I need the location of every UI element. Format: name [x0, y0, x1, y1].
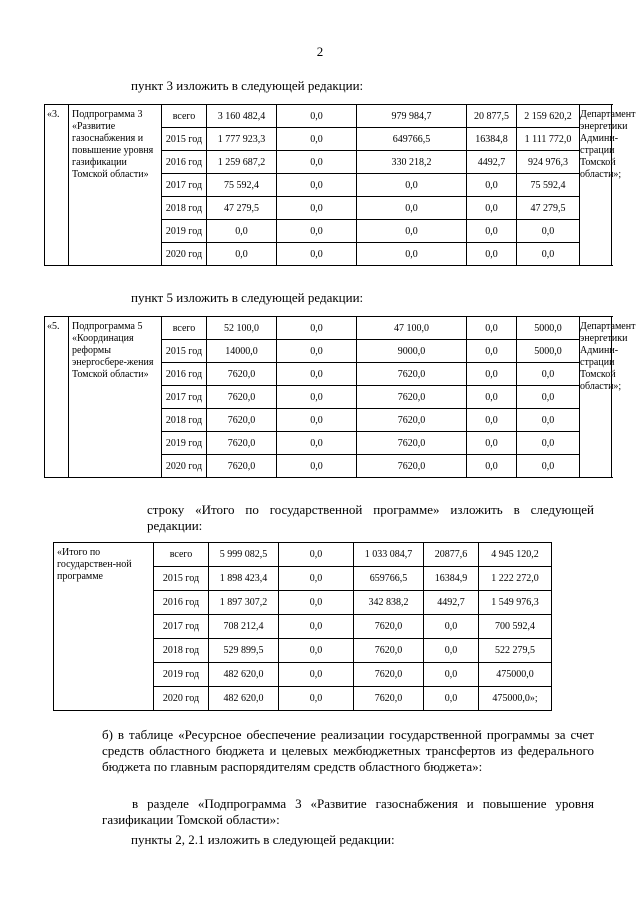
cell-value: 47 100,0 [357, 317, 467, 340]
cell-value: 7620,0 [357, 363, 467, 386]
cell-value: 7620,0 [207, 455, 277, 478]
cell-value: 4492,7 [467, 151, 517, 174]
cell-value: 7620,0 [357, 409, 467, 432]
cell-value: 1 222 272,0 [479, 567, 552, 591]
cell-year: 2018 год [162, 409, 207, 432]
cell-value: 529 899,5 [209, 639, 279, 663]
cell-year: 2019 год [154, 663, 209, 687]
paragraph-points: пункты 2, 2.1 изложить в следующей редакции: [131, 832, 395, 847]
cell-value: 482 620,0 [209, 687, 279, 711]
cell-value: 0,0 [517, 243, 580, 266]
cell-value: 0,0 [467, 409, 517, 432]
cell-year: 2015 год [154, 567, 209, 591]
table-subprogram-5 [44, 316, 636, 478]
cell-value: 0,0 [467, 174, 517, 197]
cell-value: 20877,6 [424, 543, 479, 567]
cell-value: 0,0 [277, 243, 357, 266]
table-itogo [53, 542, 552, 711]
cell-value: 0,0 [277, 105, 357, 128]
cell-value: 0,0 [467, 317, 517, 340]
cell-value: 0,0 [279, 543, 354, 567]
cell-value: 0,0 [517, 363, 580, 386]
cell-value: 0,0 [279, 615, 354, 639]
cell-value: 0,0 [357, 220, 467, 243]
cell-value: 7620,0 [354, 615, 424, 639]
cell-value: 0,0 [467, 386, 517, 409]
cell-year: 2020 год [154, 687, 209, 711]
table-subprogram-3 [44, 104, 636, 266]
cell-value: 1 898 423,4 [209, 567, 279, 591]
cell-value: 16384,8 [467, 128, 517, 151]
cell-year: 2017 год [162, 174, 207, 197]
cell-value: 5000,0 [517, 317, 580, 340]
cell-year: 2018 год [154, 639, 209, 663]
paragraph-section: в разделе «Подпрограмма 3 «Развитие газоснабжения и повышение уровня газификации Томской области»: [102, 796, 594, 827]
cell-value: 3 160 482,4 [207, 105, 277, 128]
cell-value: 1 259 687,2 [207, 151, 277, 174]
cell-value: 75 592,4 [517, 174, 580, 197]
cell-value: 14000,0 [207, 340, 277, 363]
cell-value: 16384,9 [424, 567, 479, 591]
cell-value: 1 111 772,0 [517, 128, 580, 151]
cell-year: всего [154, 543, 209, 567]
cell-value: 0,0 [207, 243, 277, 266]
cell-value: 7620,0 [357, 455, 467, 478]
cell-value: 0,0 [517, 455, 580, 478]
cell-value: 482 620,0 [209, 663, 279, 687]
cell-value: 1 777 923,3 [207, 128, 277, 151]
cell-value: 1 033 084,7 [354, 543, 424, 567]
cell-value: 979 984,7 [357, 105, 467, 128]
cell-value: 7620,0 [207, 432, 277, 455]
department: Департамент энергетики Админи-страции Томской области»; [580, 105, 612, 266]
cell-value: 475000,0»; [479, 687, 552, 711]
cell-year: всего [162, 105, 207, 128]
cell-year: всего [162, 317, 207, 340]
cell-value: 0,0 [279, 663, 354, 687]
cell-value: 7620,0 [357, 386, 467, 409]
cell-value: 0,0 [467, 432, 517, 455]
cell-value: 52 100,0 [207, 317, 277, 340]
cell-value: 47 279,5 [207, 197, 277, 220]
cell-value: 0,0 [357, 174, 467, 197]
cell-value: 330 218,2 [357, 151, 467, 174]
cell-value: 0,0 [279, 639, 354, 663]
cell-value: 0,0 [277, 455, 357, 478]
cell-value: 0,0 [277, 340, 357, 363]
cell-value: 0,0 [467, 455, 517, 478]
cell-value: 0,0 [277, 174, 357, 197]
cell-value: 0,0 [277, 363, 357, 386]
cell-value: 7620,0 [207, 386, 277, 409]
cell-value: 0,0 [517, 409, 580, 432]
cell-value: 7620,0 [354, 639, 424, 663]
table-row [45, 105, 612, 128]
row-number: «5. [45, 317, 69, 478]
cell-value: 7620,0 [207, 363, 277, 386]
subprogram-name: Подпрограмма 3 «Развитие газоснабжения и повышение уровня газификации Томской области» [69, 105, 162, 266]
cell-value: 0,0 [467, 243, 517, 266]
cell-value: 0,0 [277, 386, 357, 409]
cell-value: 924 976,3 [517, 151, 580, 174]
cell-value: 0,0 [424, 663, 479, 687]
cell-value: 708 212,4 [209, 615, 279, 639]
cell-year: 2020 год [162, 243, 207, 266]
cell-value: 0,0 [277, 432, 357, 455]
cell-value: 0,0 [467, 197, 517, 220]
cell-value: 0,0 [277, 197, 357, 220]
cell-value: 7620,0 [354, 687, 424, 711]
cell-value: 4492,7 [424, 591, 479, 615]
cell-value: 0,0 [207, 220, 277, 243]
cell-value: 0,0 [277, 409, 357, 432]
cell-value: 0,0 [424, 615, 479, 639]
paragraph-itogo-line1 [147, 502, 594, 534]
cell-value: 0,0 [467, 363, 517, 386]
cell-year: 2020 год [162, 455, 207, 478]
heading-point-5: пункт 5 изложить в следующей редакции: [131, 290, 364, 305]
department: Департамент энергетики Админи-страции Томской области»; [580, 317, 612, 478]
cell-value: 0,0 [517, 220, 580, 243]
page-number: 2 [316, 44, 324, 59]
cell-value: 7620,0 [354, 663, 424, 687]
cell-value: 20 877,5 [467, 105, 517, 128]
cell-value: 1 897 307,2 [209, 591, 279, 615]
cell-value: 0,0 [277, 128, 357, 151]
cell-value: 2 159 620,2 [517, 105, 580, 128]
cell-year: 2017 год [162, 386, 207, 409]
cell-value: 475000,0 [479, 663, 552, 687]
cell-year: 2019 год [162, 220, 207, 243]
row-number: «3. [45, 105, 69, 266]
cell-value: 0,0 [424, 639, 479, 663]
cell-value: 0,0 [357, 243, 467, 266]
cell-value: 7620,0 [357, 432, 467, 455]
itogo-name: «Итого по государствен-ной программе [54, 543, 154, 711]
cell-value: 0,0 [517, 386, 580, 409]
cell-value: 0,0 [517, 432, 580, 455]
cell-value: 649766,5 [357, 128, 467, 151]
cell-value: 5 999 082,5 [209, 543, 279, 567]
cell-value: 0,0 [279, 687, 354, 711]
cell-value: 659766,5 [354, 567, 424, 591]
cell-value: 47 279,5 [517, 197, 580, 220]
cell-value: 0,0 [279, 567, 354, 591]
heading-point-3: пункт 3 изложить в следующей редакции: [131, 78, 364, 93]
cell-value: 342 838,2 [354, 591, 424, 615]
cell-value: 0,0 [277, 151, 357, 174]
cell-value: 9000,0 [357, 340, 467, 363]
cell-value: 1 549 976,3 [479, 591, 552, 615]
cell-value: 4 945 120,2 [479, 543, 552, 567]
cell-value: 0,0 [467, 220, 517, 243]
cell-value: 522 279,5 [479, 639, 552, 663]
paragraph-b: б) в таблице «Ресурсное обеспечение реализации государственной программы за счет средств областного бюджета и целевых межбюджетных трансфертов из федерального бюджета по главным распорядителям средств областного бюджета»: [102, 727, 594, 774]
cell-year: 2018 год [162, 197, 207, 220]
cell-value: 0,0 [424, 687, 479, 711]
cell-value: 75 592,4 [207, 174, 277, 197]
table-row [45, 317, 612, 340]
cell-year: 2016 год [162, 363, 207, 386]
cell-year: 2016 год [154, 591, 209, 615]
cell-value: 0,0 [277, 317, 357, 340]
cell-value: 5000,0 [517, 340, 580, 363]
cell-value: 7620,0 [207, 409, 277, 432]
cell-value: 0,0 [279, 591, 354, 615]
subprogram-name: Подпрограмма 5 «Координация реформы энергосбере-жения Томской области» [69, 317, 162, 478]
cell-year: 2015 год [162, 340, 207, 363]
table-row [54, 543, 552, 567]
cell-year: 2017 год [154, 615, 209, 639]
cell-value: 0,0 [277, 220, 357, 243]
cell-value: 0,0 [357, 197, 467, 220]
cell-year: 2019 год [162, 432, 207, 455]
cell-value: 0,0 [467, 340, 517, 363]
cell-value: 700 592,4 [479, 615, 552, 639]
paragraph-itogo: строку «Итого по государственной программе» изложить в следующей редакции: [147, 502, 594, 533]
cell-year: 2016 год [162, 151, 207, 174]
cell-year: 2015 год [162, 128, 207, 151]
